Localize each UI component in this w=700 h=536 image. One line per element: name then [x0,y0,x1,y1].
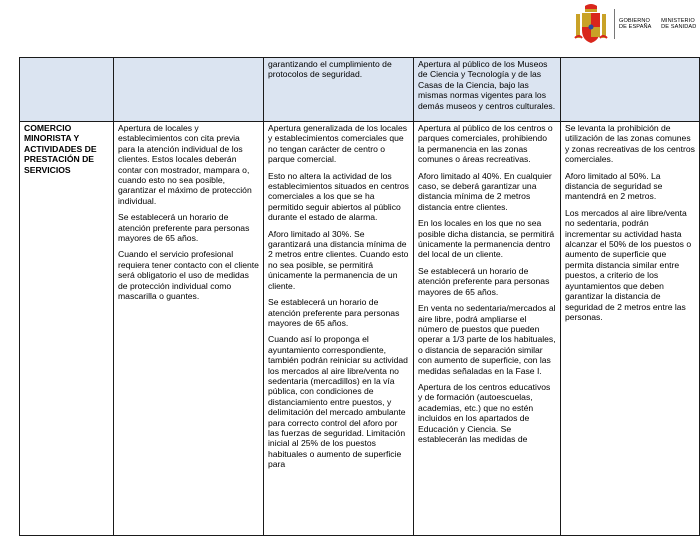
cell-paragraph: Apertura de los centros educativos y de formación (autoescuelas, academias, etc.) que no estén incluidos en los apartados de Educación y Ciencia. Se establecerán las medidas de [418,381,551,444]
cell-paragraph: En los locales en los que no sea posible dicha distancia, se permitirá únicamente la permanencia dentro del local de un cliente. [418,218,555,260]
category-cell [20,122,114,536]
measures-table [19,57,700,536]
cell-paragraph: Cuando el servicio profesional requiera tener contacto con el cliente será obligatorio el uso de medidas de protección individual como mascarilla o guantes. [118,249,259,302]
phase-1-cell [264,122,414,536]
table-row [20,58,700,122]
cell-paragraph: En venta no sedentaria/mercados al aire libre, podrá ampliarse el número de puestos que pueden operar a 1/3 parte de los habituales, o distancia de separación similar con aumento de superficie, con las medidas señaladas en la Fase I. [418,303,556,376]
phase-0-cell [114,122,264,536]
logo-line-ministerio: MINISTERIO [661,17,695,24]
cell-paragraph: Aforo limitado al 40%. En cualquier caso, se deberá garantizar una distancia mínima de 2 metros distancia entre clientes. [418,170,552,212]
cell-paragraph: Cuando así lo proponga el ayuntamiento correspondiente, también podrán reiniciar su actividad los mercados al aire libre/venta no sedentaria (mercadillos) en la vía pública, con condiciones de distanciamiento entre puestos, y delimitación del mercado ambulante para correcto control del aforo por las fuerzas de seguridad. Limitación inicial al 25% de los puestos habituales o aumento de superficie para [268,334,408,470]
logo-text [619,18,696,31]
cell-paragraph: Aforo limitado al 30%. Se garantizará una distancia mínima de 2 metros entre clientes. Cuando esto no sea posible, se permitirá únicamente la permanencia de un cliente. [268,228,409,291]
table-cell [561,58,700,122]
cell-text: Apertura al público de los Museos de Ciencia y Tecnología y de las Casas de la Ciencia, bajo las mismas normas vigentes para los demás museos y centros culturales. [418,59,556,111]
phase-3-cell [561,122,700,536]
logo-line-espana: DE ESPAÑA [619,24,652,30]
table-cell [414,58,561,122]
logo-line-gobierno: GOBIERNO [619,17,650,24]
table-cell [114,58,264,122]
cell-paragraph: Se establecerá un horario de atención preferente para personas mayores de 65 años. [418,265,550,297]
category-label: COMERCIO MINORISTA Y ACTIVIDADES DE PRESTACIÓN DE SERVICIOS [24,123,97,175]
coat-of-arms-icon [573,2,609,46]
cell-paragraph: Los mercados al aire libre/venta no sedentaria, podrán incrementar su actividad hasta alcanzar el 50% de los puestos o aumento de superficie que permita distancia similar entre puestos, a criterio de los ayuntamientos que deben garantizar la distancia de seguridad de 2 metros entre las personas. [565,207,692,322]
logo-divider [614,9,615,39]
page-header [0,0,700,50]
government-logo [573,2,696,46]
cell-paragraph: Se establecerá un horario de atención preferente para personas mayores de 65 años. [118,212,250,244]
cell-paragraph: Apertura de locales y establecimientos con cita previa para la atención individual de los clientes. Estos locales deberán contar con mostrador, mampara o, cuando esto no sea posible, garantizar el máximo de protección individual. [118,123,252,206]
cell-paragraph: Se establecerá un horario de atención preferente para personas mayores de 65 años. [268,297,400,328]
cell-paragraph: Se levanta la prohibición de utilización de las zonas comunes y zonas recreativas de los centros comerciales. [565,123,695,165]
cell-paragraph: Apertura generalizada de los locales y establecimientos comerciales que no tengan carácter de centro o parque comercial. [268,123,408,165]
table-cell [264,58,414,122]
cell-paragraph: Apertura al público de los centros o parques comerciales, prohibiendo la permanencia en las zonas comunes o áreas recreativas. [418,123,553,165]
cell-text: garantizando el cumplimiento de protocolos de seguridad. [268,59,392,80]
logo-line-sanidad: DE SANIDAD [661,24,697,30]
cell-paragraph: Aforo limitado al 50%. La distancia de seguridad se mantendrá en 2 metros. [565,170,663,202]
table-cell [20,58,114,122]
cell-paragraph: Esto no altera la actividad de los establecimientos situados en centros comerciales a los que se ha permitido seguir abiertos al público durante el estado de alarma. [268,170,409,223]
phase-2-cell [414,122,561,536]
table-row [20,122,700,536]
